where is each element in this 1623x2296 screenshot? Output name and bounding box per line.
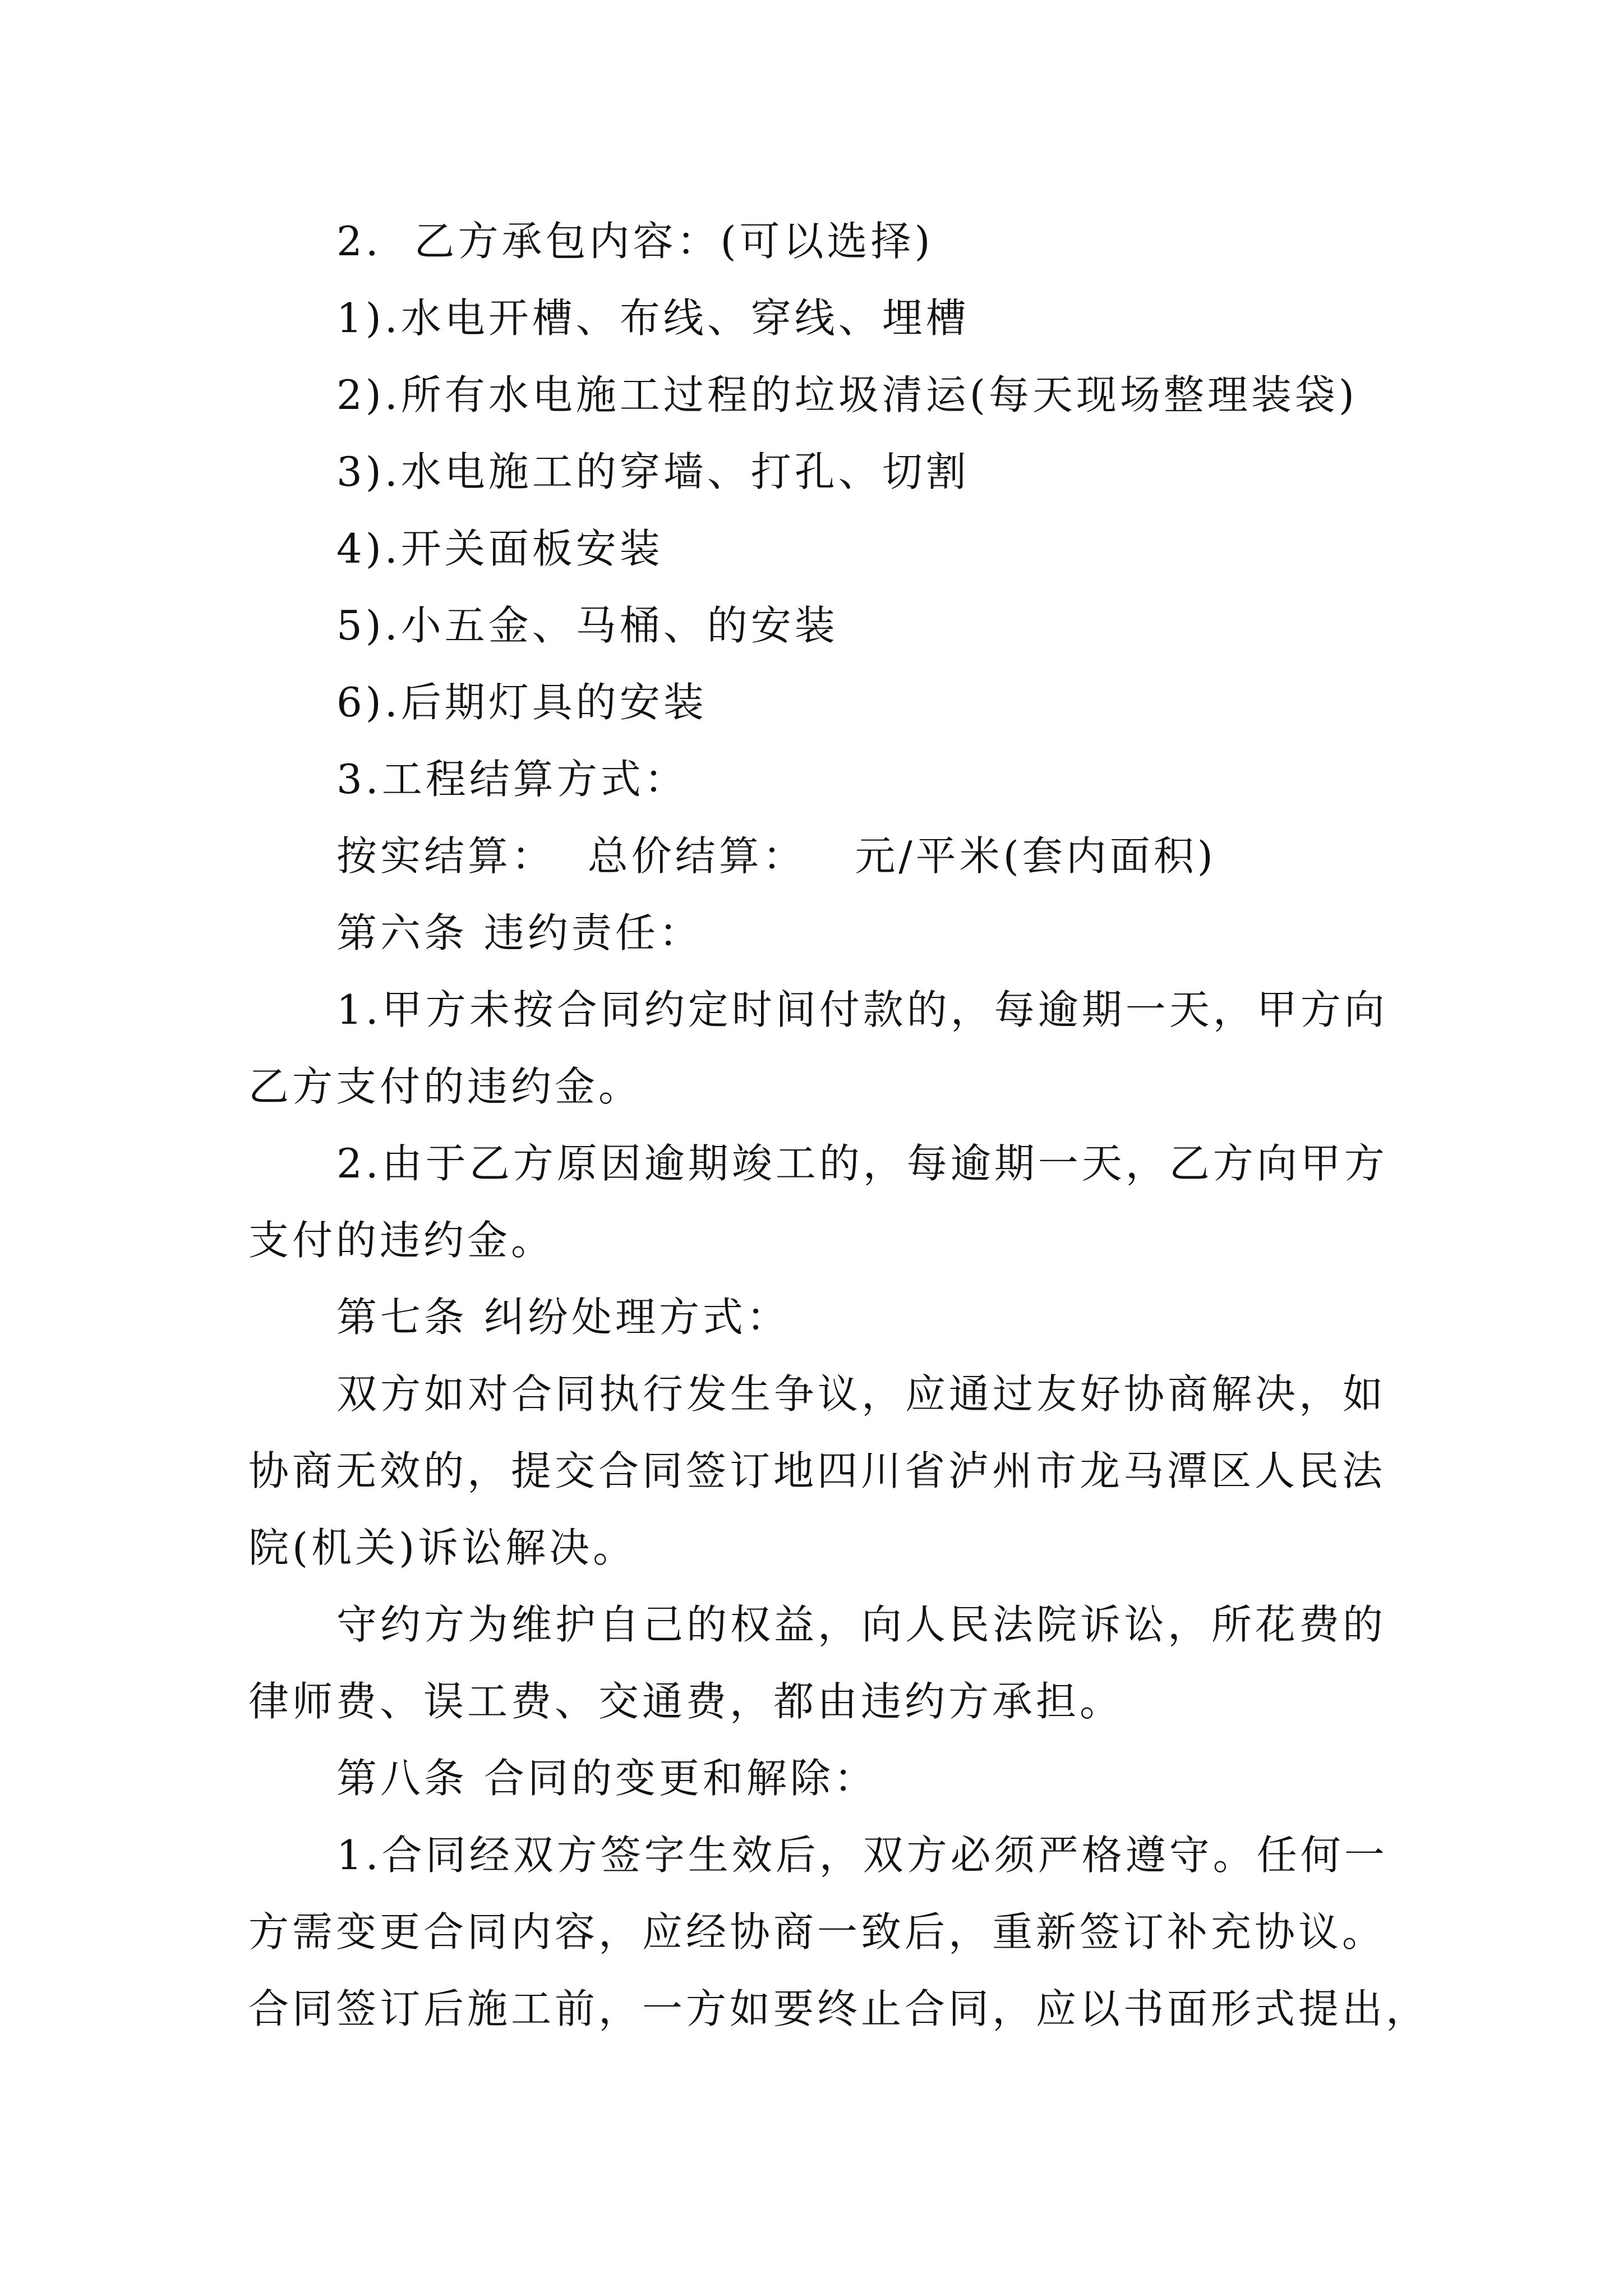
text-line: 方需变更合同内容，应经协商一致后，重新签订补充协议。: [248, 1908, 1386, 1955]
text-line: 按实结算： 总价结算： 元/平米(套内面积): [336, 832, 1216, 880]
section-heading: 第八条 合同的变更和解除：: [336, 1755, 878, 1802]
section-heading: 第七条 纠纷处理方式：: [336, 1294, 790, 1341]
text-line: 双方如对合同执行发生争议，应通过友好协商解决，如: [336, 1370, 1387, 1418]
text-line: 3.工程结算方式：: [336, 756, 688, 803]
text-line: 2.由于乙方原因逾期竣工的，每逾期一天，乙方向甲方: [336, 1140, 1388, 1187]
text-line: 协商无效的，提交合同签订地四川省泸州市龙马潭区人民法: [248, 1447, 1386, 1494]
text-line: 2. 乙方承包内容：(可以选择): [336, 218, 934, 265]
text-line: 合同签订后施工前，一方如要终止合同，应以书面形式提出，: [248, 1985, 1430, 2032]
text-line: 6).后期灯具的安装: [336, 679, 707, 726]
text-line: 4).开关面板安装: [336, 525, 663, 572]
text-line: 3).水电施工的穿墙、打孔、切割: [336, 448, 970, 495]
text-line: 乙方支付的违约金。: [248, 1063, 643, 1110]
text-line: 支付的违约金。: [248, 1217, 555, 1264]
section-heading: 第六条 违约责任：: [336, 909, 703, 956]
text-line: 守约方为维护自己的权益，向人民法院诉讼，所花费的: [336, 1601, 1387, 1648]
text-line: 5).小五金、马桶、的安装: [336, 602, 838, 649]
text-line: 1).水电开槽、布线、穿线、埋槽: [336, 295, 970, 342]
text-line: 2).所有水电施工过程的垃圾清运(每天现场整理装袋): [336, 371, 1358, 418]
text-line: 1.甲方未按合同约定时间付款的，每逾期一天，甲方向: [336, 986, 1388, 1033]
text-line: 律师费、误工费、交通费，都由违约方承担。: [248, 1678, 1124, 1725]
text-line: 1.合同经双方签字生效后，双方必须严格遵守。任何一: [336, 1832, 1388, 1879]
text-line: 院(机关)诉讼解决。: [248, 1524, 637, 1571]
